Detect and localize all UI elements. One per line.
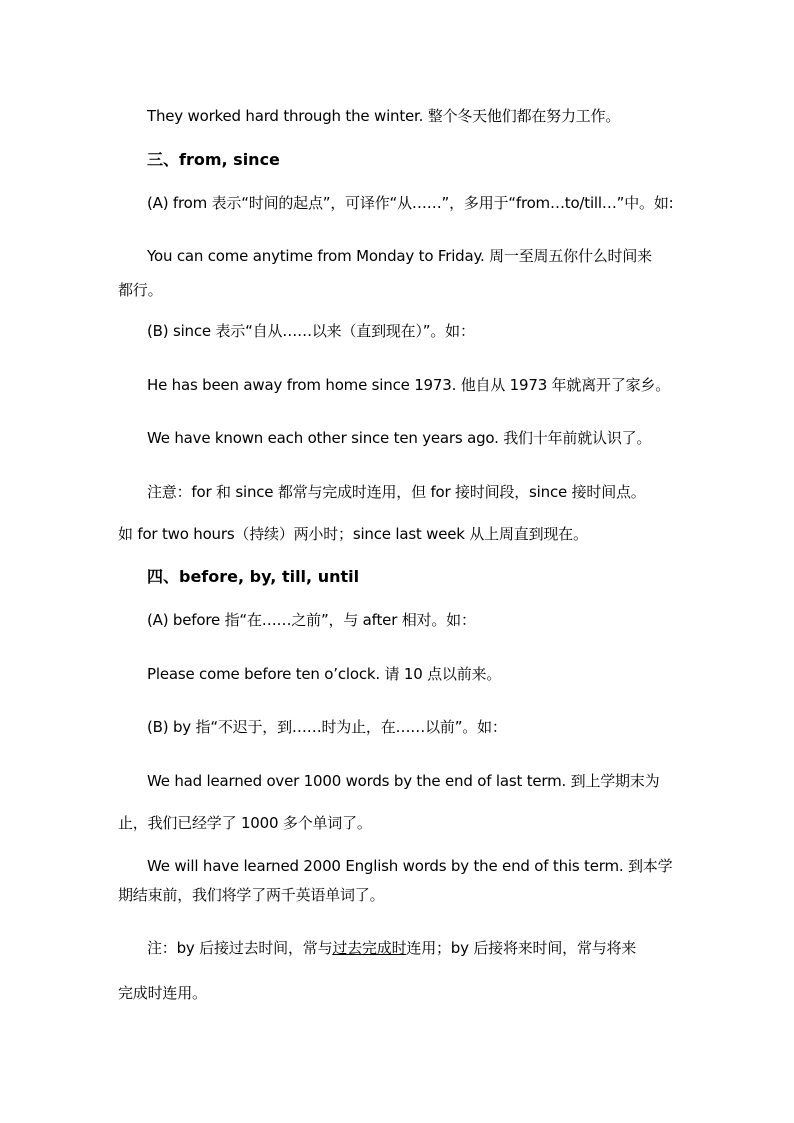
paragraph-from-example-line1: You can come anytime from Monday to Friday. 周一至周五你什么时间来	[147, 247, 652, 265]
paragraph-by-example1-line2: 止，我们已经学了 1000 多个单词了。	[118, 814, 372, 832]
paragraph-before-example: Please come before ten o’clock. 请 10 点以前来。	[147, 665, 502, 683]
paragraph-from-definition: (A) from 表示“时间的起点”，可译作“从……”，多用于“from…to/till…”中。如:	[147, 194, 674, 212]
paragraph-note-by-line1	[0, 938, 794, 958]
paragraph-from-example-line2: 都行。	[118, 281, 163, 299]
paragraph-note-for-since-line2: 如 for two hours（持续）两小时；since last week 从上周直到现在。	[118, 525, 588, 543]
paragraph-by-example1-line1: We had learned over 1000 words by the end of last term. 到上学期末为	[147, 772, 660, 790]
paragraph-since-example-1973: He has been away from home since 1973. 他自从 1973 年就离开了家乡。	[147, 376, 671, 394]
paragraph-by-example2-line2: 期结束前，我们将学了两千英语单词了。	[118, 886, 385, 904]
paragraph-note-by-line2: 完成时连用。	[118, 984, 207, 1002]
paragraph-since-example-ten-years: We have known each other since ten years ago. 我们十年前就认识了。	[147, 429, 652, 447]
paragraph-winter-example: They worked hard through the winter. 整个冬天他们都在努力工作。	[147, 107, 621, 125]
note-by-text-start: 注：by 后接过去时间，常与	[147, 939, 333, 957]
paragraph-since-definition: (B) since 表示“自从……以来（直到现在）”。如：	[147, 322, 475, 340]
section-heading-before-by: 四、before, by, till, until	[147, 567, 360, 586]
note-by-text-end: 连用；by 后接将来时间，常与将来	[406, 939, 637, 957]
paragraph-note-for-since-line1: 注意：for 和 since 都常与完成时连用，但 for 接时间段，since 接时间点。	[147, 483, 646, 501]
note-by-underlined-term: 过去完成时	[332, 939, 407, 957]
paragraph-before-definition: (A) before 指“在……之前”，与 after 相对。如：	[147, 611, 476, 629]
section-heading-from-since: 三、from, since	[147, 150, 280, 169]
paragraph-by-definition: (B) by 指“不迟于，到……时为止，在……以前”。如：	[147, 718, 507, 736]
paragraph-by-example2-line1: We will have learned 2000 English words by the end of this term. 到本学	[147, 857, 673, 875]
